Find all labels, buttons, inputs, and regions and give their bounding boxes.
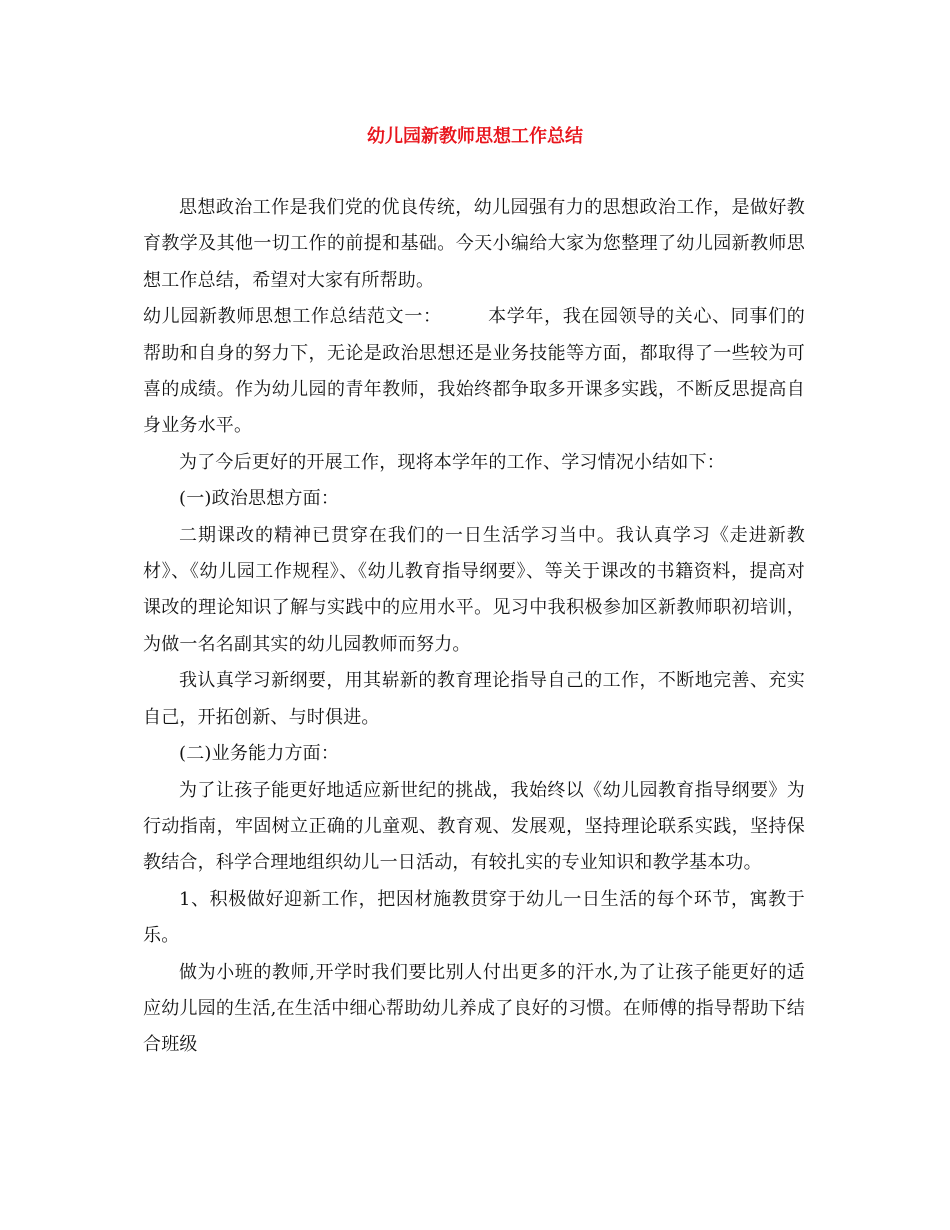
politics-paragraph-1: 二期课改的精神已贯穿在我们的一日生活学习当中。我认真学习《走进新教材》、《幼儿园工作规程》、《幼儿教育指导纲要》、等关于课改的书籍资料，提高对课改的理论知识了解与实践中的应用水平。见习中我积极参加区新教师职初培训，为做一名名副其实的幼儿园教师而努力。 <box>143 524 805 655</box>
document-title: 幼儿园新教师思想工作总结 <box>367 126 583 147</box>
skills-paragraph-3: 做为小班的教师,开学时我们要比别人付出更多的汗水,为了让孩子能更好的适应幼儿园的生活,在生活中细心帮助幼儿养成了良好的习惯。在师傅的指导帮助下结合班级 <box>143 961 805 1056</box>
skills-paragraph-1: 为了让孩子能更好地适应新世纪的挑战，我始终以《幼儿园教育指导纲要》为行动指南，牢固树立正确的儿童观、教育观、发展观，坚持理论联系实践，坚持保教结合，科学合理地组织幼儿一日活动，有较扎实的专业知识和教学基本功。 <box>143 779 805 874</box>
section-heading-politics: (一)政治思想方面： <box>179 488 340 510</box>
intro-paragraph: 思想政治工作是我们党的优良传统，幼儿园强有力的思想政治工作，是做好教育教学及其他一切工作的前提和基础。今天小编给大家为您整理了幼儿园新教师思想工作总结，希望对大家有所帮助。 <box>143 197 805 291</box>
document-body <box>143 190 805 1064</box>
skills-paragraph-2: 1、积极做好迎新工作，把因材施教贯穿于幼儿一日生活的每个环节，寓教于乐。 <box>143 888 805 947</box>
sample-text: 本学年，我在园领导的关心、同事们的帮助和自身的努力下，无论是政治思想还是业务技能等方面，都取得了一些较为可喜的成绩。作为幼儿园的青年教师，我始终都争取多开课多实践，不断反思提高自身业务水平。 <box>143 306 805 437</box>
sample-heading: 幼儿园新教师思想工作总结范文一： <box>143 306 442 328</box>
section-heading-skills: (二)业务能力方面： <box>179 743 340 765</box>
summary-intro-paragraph: 为了今后更好的开展工作，现将本学年的工作、学习情况小结如下： <box>179 451 725 473</box>
politics-paragraph-2: 我认真学习新纲要，用其崭新的教育理论指导自己的工作，不断地完善、充实自己，开拓创新、与时俱进。 <box>143 670 805 728</box>
sample-paragraph <box>143 299 805 445</box>
